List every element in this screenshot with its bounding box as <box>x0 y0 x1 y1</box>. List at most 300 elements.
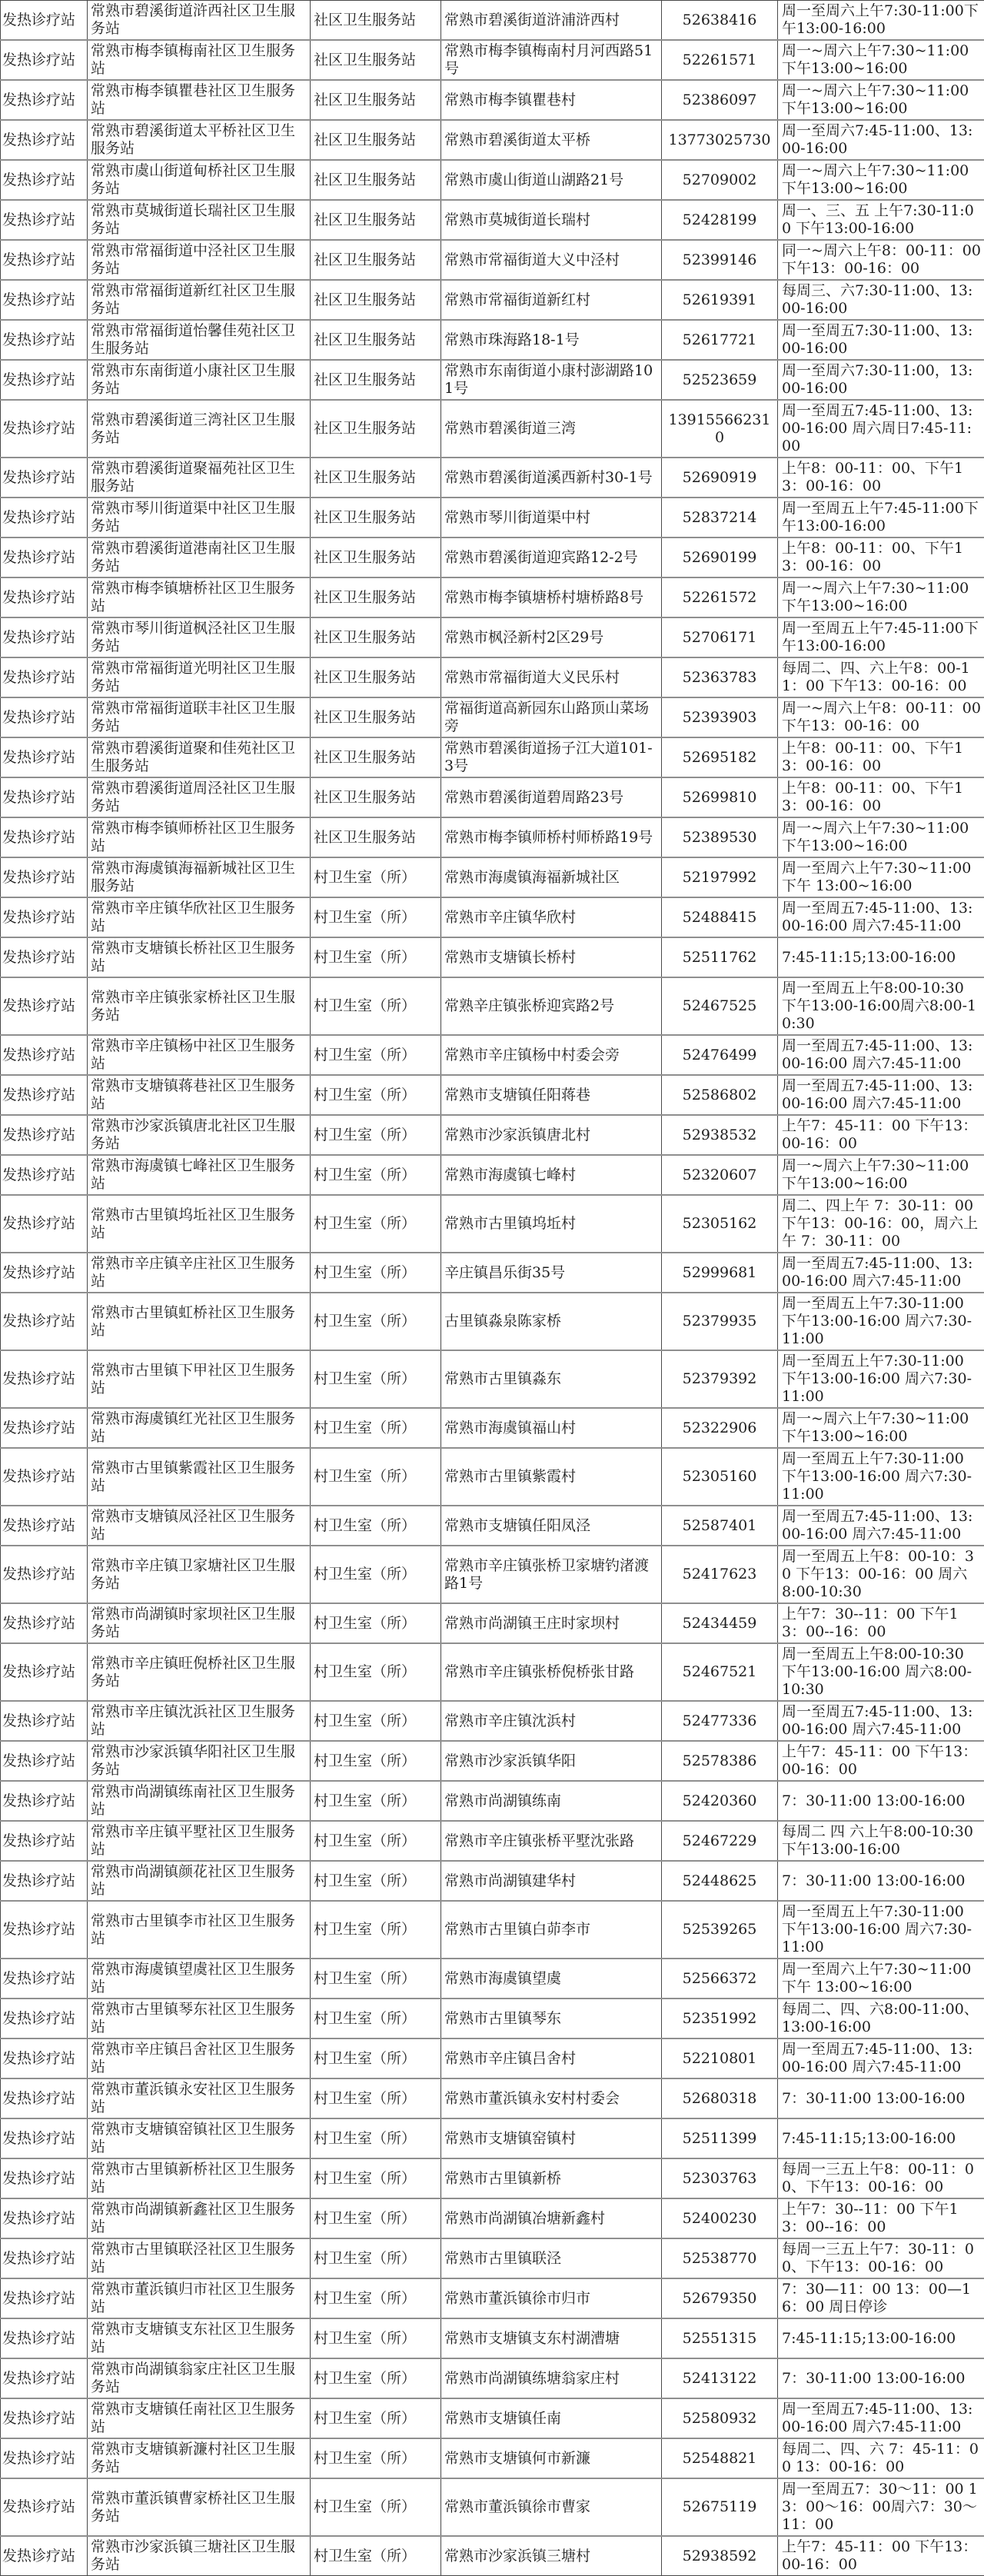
cell-category: 社区卫生服务站 <box>311 577 441 617</box>
cell-station-name: 常熟市海虞镇七峰社区卫生服务站 <box>88 1155 311 1195</box>
cell-address: 常熟市常福街道大义民乐村 <box>441 657 662 697</box>
cell-address: 常熟市支塘镇任阳凤泾 <box>441 1506 662 1546</box>
cell-category: 社区卫生服务站 <box>311 160 441 200</box>
cell-hours: 周一至周五上午8:00-10:30 下午13:00-16:00 周六8:00-10:30 <box>778 1643 984 1701</box>
table-row <box>1 40 984 80</box>
cell-category: 村卫生室（所） <box>311 1350 441 1408</box>
cell-address: 常熟市辛庄镇张桥平墅沈张路 <box>441 1821 662 1861</box>
cell-category: 村卫生室（所） <box>311 1448 441 1506</box>
cell-hours: 周一至周五7:45-11:00、13:00-16:00 周六周日7:45-11:00 <box>778 400 984 458</box>
cell-address: 常熟市碧溪街道浒浦浒西村 <box>441 1 662 41</box>
table-row <box>1 458 984 498</box>
table-row <box>1 1253 984 1293</box>
cell-station-type: 发热诊疗站 <box>1 1821 88 1861</box>
table-row <box>1 280 984 320</box>
table-row <box>1 1959 984 1999</box>
cell-station-type: 发热诊疗站 <box>1 1603 88 1643</box>
cell-station-type: 发热诊疗站 <box>1 777 88 817</box>
cell-phone: 52578386 <box>662 1741 778 1781</box>
table-row <box>1 1701 984 1741</box>
cell-hours: 每周二 四 六上午8:00-10:30 下午13:00-16:00 <box>778 1821 984 1861</box>
cell-phone: 52551315 <box>662 2318 778 2358</box>
cell-address: 常熟市沙家浜镇唐北村 <box>441 1115 662 1155</box>
cell-phone: 52566372 <box>662 1959 778 1999</box>
cell-station-type: 发热诊疗站 <box>1 1035 88 1075</box>
cell-address: 常熟市常福街道新红村 <box>441 280 662 320</box>
table-row <box>1 1506 984 1546</box>
cell-address: 常熟市董浜镇徐市归市 <box>441 2278 662 2318</box>
cell-station-name: 常熟市辛庄镇杨中社区卫生服务站 <box>88 1035 311 1075</box>
cell-address: 常熟市虞山街道山湖路21号 <box>441 160 662 200</box>
cell-phone: 52477336 <box>662 1701 778 1741</box>
cell-category: 村卫生室（所） <box>311 1035 441 1075</box>
cell-address: 常熟市支塘镇任南 <box>441 2398 662 2438</box>
cell-station-name: 常熟市辛庄镇张家桥社区卫生服务站 <box>88 977 311 1035</box>
table-row <box>1 2318 984 2358</box>
cell-hours: 上午8：00-11：00、下午13：00-16：00 <box>778 458 984 498</box>
cell-phone: 52400230 <box>662 2198 778 2238</box>
cell-category: 村卫生室（所） <box>311 2318 441 2358</box>
cell-hours: 周一~周六上午7:30~11:00 下午13:00~16:00 <box>778 1155 984 1195</box>
cell-category: 村卫生室（所） <box>311 857 441 897</box>
cell-address: 常熟市辛庄镇张桥倪桥张甘路 <box>441 1643 662 1701</box>
cell-address: 常熟市梅李镇师桥村师桥路19号 <box>441 817 662 857</box>
cell-phone: 52638416 <box>662 1 778 41</box>
cell-phone: 52695182 <box>662 737 778 777</box>
cell-category: 社区卫生服务站 <box>311 280 441 320</box>
table-row <box>1 2238 984 2278</box>
cell-hours: 周一至周五7:30-11:00、13:00-16:00 <box>778 320 984 360</box>
cell-station-type: 发热诊疗站 <box>1 1448 88 1506</box>
cell-phone: 52197992 <box>662 857 778 897</box>
cell-phone: 52420360 <box>662 1781 778 1821</box>
cell-hours: 上午8：00-11：00、下午13：00-16：00 <box>778 737 984 777</box>
cell-category: 村卫生室（所） <box>311 1701 441 1741</box>
cell-station-name: 常熟市古里镇琴东社区卫生服务站 <box>88 1999 311 2039</box>
cell-station-name: 常熟市支塘镇长桥社区卫生服务站 <box>88 937 311 977</box>
table-row <box>1 1861 984 1901</box>
cell-station-name: 常熟市东南街道小康社区卫生服务站 <box>88 360 311 400</box>
cell-address: 常熟辛庄镇张桥迎宾路2号 <box>441 977 662 1035</box>
cell-hours: 周一至周五7:45-11:00、13:00-16:00 周六7:45-11:00 <box>778 2039 984 2078</box>
cell-address: 常熟市古里镇紫霞村 <box>441 1448 662 1506</box>
cell-hours: 周一至周六上午7:30-11:00下午13:00-16:00 <box>778 1 984 41</box>
cell-phone: 52488415 <box>662 897 778 937</box>
table-row <box>1 657 984 697</box>
cell-phone: 52999681 <box>662 1253 778 1293</box>
cell-hours: 周一至周五7:45-11:00、13:00-16:00 周六7:45-11:00 <box>778 1701 984 1741</box>
cell-category: 村卫生室（所） <box>311 1959 441 1999</box>
cell-address: 常熟市古里镇淼东 <box>441 1350 662 1408</box>
cell-phone: 52476499 <box>662 1035 778 1075</box>
cell-category: 社区卫生服务站 <box>311 400 441 458</box>
cell-station-type: 发热诊疗站 <box>1 2039 88 2078</box>
cell-station-name: 常熟市支塘镇凤泾社区卫生服务站 <box>88 1506 311 1546</box>
cell-station-type: 发热诊疗站 <box>1 1350 88 1408</box>
table-row <box>1 240 984 280</box>
cell-hours: 周一至周五7:45-11:00、13:00-16:00 周六7:45-11:00 <box>778 2398 984 2438</box>
cell-phone: 52467229 <box>662 1821 778 1861</box>
cell-station-type: 发热诊疗站 <box>1 2078 88 2118</box>
cell-hours: 周一至周五上午7:45-11:00下午13:00-16:00 <box>778 498 984 537</box>
cell-station-type: 发热诊疗站 <box>1 2358 88 2398</box>
cell-station-name: 常熟市常福街道联丰社区卫生服务站 <box>88 697 311 737</box>
table-row <box>1 1448 984 1506</box>
cell-address: 常熟市沙家浜镇三塘村 <box>441 2536 662 2576</box>
cell-category: 村卫生室（所） <box>311 1821 441 1861</box>
cell-address: 常熟市尚湖镇冶塘新鑫村 <box>441 2198 662 2238</box>
cell-phone: 52511399 <box>662 2118 778 2158</box>
table-row <box>1 1603 984 1643</box>
cell-station-type: 发热诊疗站 <box>1 1293 88 1350</box>
cell-category: 村卫生室（所） <box>311 1408 441 1448</box>
cell-address: 常熟市东南街道小康村澎湖路101号 <box>441 360 662 400</box>
cell-station-type: 发热诊疗站 <box>1 857 88 897</box>
cell-hours: 每周一三五上午7：30-11：00、下午13：00-16：00 <box>778 2238 984 2278</box>
cell-station-type: 发热诊疗站 <box>1 817 88 857</box>
cell-phone: 52379935 <box>662 1293 778 1350</box>
cell-phone: 13773025730 <box>662 120 778 160</box>
cell-hours: 周一至周五上午7:45-11:00下午13:00-16:00 <box>778 617 984 657</box>
cell-category: 社区卫生服务站 <box>311 737 441 777</box>
cell-station-name: 常熟市古里镇联泾社区卫生服务站 <box>88 2238 311 2278</box>
cell-station-type: 发热诊疗站 <box>1 577 88 617</box>
cell-station-type: 发热诊疗站 <box>1 2158 88 2198</box>
cell-phone: 52690199 <box>662 537 778 577</box>
cell-phone: 52467525 <box>662 977 778 1035</box>
cell-station-name: 常熟市碧溪街道周泾社区卫生服务站 <box>88 777 311 817</box>
cell-address: 常熟市海虞镇海福新城社区 <box>441 857 662 897</box>
cell-station-name: 常熟市古里镇紫霞社区卫生服务站 <box>88 1448 311 1506</box>
cell-phone: 52389530 <box>662 817 778 857</box>
cell-category: 社区卫生服务站 <box>311 1 441 41</box>
cell-category: 村卫生室（所） <box>311 2238 441 2278</box>
table-row <box>1 2118 984 2158</box>
cell-station-name: 常熟市董浜镇归市社区卫生服务站 <box>88 2278 311 2318</box>
cell-hours: 每周一三五上午8：00-11：00、下午13：00-16：00 <box>778 2158 984 2198</box>
cell-address: 常熟市梅李镇瞿巷村 <box>441 80 662 120</box>
cell-address: 常熟市古里镇联泾 <box>441 2238 662 2278</box>
cell-category: 村卫生室（所） <box>311 2078 441 2118</box>
cell-station-type: 发热诊疗站 <box>1 200 88 240</box>
cell-hours: 周一至周五上午8：00-10：30 下午13：00-16：00 周六8:00-10:30 <box>778 1546 984 1603</box>
cell-category: 村卫生室（所） <box>311 1293 441 1350</box>
cell-hours: 上午8：00-11：00、下午13：00-16：00 <box>778 777 984 817</box>
cell-station-type: 发热诊疗站 <box>1 737 88 777</box>
cell-station-type: 发热诊疗站 <box>1 977 88 1035</box>
cell-station-name: 常熟市碧溪街道三湾社区卫生服务站 <box>88 400 311 458</box>
table-row <box>1 937 984 977</box>
cell-category: 村卫生室（所） <box>311 2398 441 2438</box>
cell-address: 常熟市古里镇白茆李市 <box>441 1901 662 1959</box>
cell-phone: 52938532 <box>662 1115 778 1155</box>
cell-hours: 7:45-11:15;13:00-16:00 <box>778 937 984 977</box>
cell-station-type: 发热诊疗站 <box>1 280 88 320</box>
cell-station-type: 发热诊疗站 <box>1 1506 88 1546</box>
cell-hours: 7：30-11:00 13:00-16:00 <box>778 1861 984 1901</box>
cell-address: 常熟市珠海路18-1号 <box>441 320 662 360</box>
cell-station-name: 常熟市常福街道新红社区卫生服务站 <box>88 280 311 320</box>
table-row <box>1 617 984 657</box>
cell-hours: 周一~周六上午7:30~11:00下午13:00~16:00 <box>778 160 984 200</box>
table-row <box>1 777 984 817</box>
cell-station-type: 发热诊疗站 <box>1 1781 88 1821</box>
cell-address: 古里镇淼泉陈家桥 <box>441 1293 662 1350</box>
cell-station-type: 发热诊疗站 <box>1 1643 88 1701</box>
cell-station-name: 常熟市琴川街道枫泾社区卫生服务站 <box>88 617 311 657</box>
cell-address: 常熟市支塘镇何市新濂 <box>441 2438 662 2478</box>
cell-address: 常熟市碧溪街道迎宾路12-2号 <box>441 537 662 577</box>
cell-station-name: 常熟市古里镇虹桥社区卫生服务站 <box>88 1293 311 1350</box>
cell-category: 村卫生室（所） <box>311 1195 441 1253</box>
cell-category: 村卫生室（所） <box>311 1861 441 1901</box>
cell-phone: 52709002 <box>662 160 778 200</box>
cell-phone: 52699810 <box>662 777 778 817</box>
table-row <box>1 2158 984 2198</box>
table-row <box>1 2438 984 2478</box>
table-row <box>1 1999 984 2039</box>
cell-station-type: 发热诊疗站 <box>1 1075 88 1115</box>
cell-category: 村卫生室（所） <box>311 2158 441 2198</box>
cell-category: 社区卫生服务站 <box>311 360 441 400</box>
cell-phone: 52417623 <box>662 1546 778 1603</box>
table-row <box>1 2358 984 2398</box>
table-row <box>1 1546 984 1603</box>
cell-category: 村卫生室（所） <box>311 1781 441 1821</box>
cell-phone: 52322906 <box>662 1408 778 1448</box>
cell-hours: 同一~周六上午8：00-11：00 下午13：00-16：00 <box>778 240 984 280</box>
cell-station-name: 常熟市常福街道怡馨佳苑社区卫生服务站 <box>88 320 311 360</box>
cell-category: 村卫生室（所） <box>311 897 441 937</box>
table-row <box>1 577 984 617</box>
table-row <box>1 1075 984 1115</box>
cell-phone: 52837214 <box>662 498 778 537</box>
cell-phone: 52586802 <box>662 1075 778 1115</box>
cell-station-type: 发热诊疗站 <box>1 120 88 160</box>
cell-station-type: 发热诊疗站 <box>1 537 88 577</box>
cell-phone: 52379392 <box>662 1350 778 1408</box>
cell-phone: 52580932 <box>662 2398 778 2438</box>
cell-category: 村卫生室（所） <box>311 1741 441 1781</box>
cell-address: 常熟市辛庄镇华欣村 <box>441 897 662 937</box>
cell-station-name: 常熟市支塘镇新濂村社区卫生服务站 <box>88 2438 311 2478</box>
cell-phone: 52617721 <box>662 320 778 360</box>
cell-hours: 每周二、四、六 7：45-11：00 13：00-16：00 <box>778 2438 984 2478</box>
cell-station-name: 常熟市常福街道光明社区卫生服务站 <box>88 657 311 697</box>
cell-category: 村卫生室（所） <box>311 2278 441 2318</box>
cell-hours: 周一~周六上午7:30~11:00 下午13:00~16:00 <box>778 40 984 80</box>
cell-station-type: 发热诊疗站 <box>1 2118 88 2158</box>
cell-category: 社区卫生服务站 <box>311 817 441 857</box>
cell-hours: 周一~周六上午7:30~11:00 下午13:00~16:00 <box>778 1408 984 1448</box>
table-row <box>1 2039 984 2078</box>
cell-address: 常熟市碧溪街道扬子江大道101-3号 <box>441 737 662 777</box>
cell-phone: 52303763 <box>662 2158 778 2198</box>
table-row <box>1 857 984 897</box>
cell-phone: 52548821 <box>662 2438 778 2478</box>
cell-station-name: 常熟市沙家浜镇华阳社区卫生服务站 <box>88 1741 311 1781</box>
table-row <box>1 1408 984 1448</box>
cell-phone: 52434459 <box>662 1603 778 1643</box>
cell-phone: 52706171 <box>662 617 778 657</box>
cell-station-name: 常熟市梅李镇师桥社区卫生服务站 <box>88 817 311 857</box>
cell-phone: 52587401 <box>662 1506 778 1546</box>
cell-hours: 周一至周五上午7:30-11:00 下午13:00-16:00 周六7:30-11:00 <box>778 1293 984 1350</box>
cell-station-name: 常熟市辛庄镇旺倪桥社区卫生服务站 <box>88 1643 311 1701</box>
table-row <box>1 1115 984 1155</box>
cell-phone: 52679350 <box>662 2278 778 2318</box>
cell-station-name: 常熟市海虞镇海福新城社区卫生服务站 <box>88 857 311 897</box>
cell-hours: 7:45-11:15;13:00-16:00 <box>778 2118 984 2158</box>
cell-hours: 7：30-11:00 13:00-16:00 <box>778 2358 984 2398</box>
cell-address: 常熟市碧溪街道碧周路23号 <box>441 777 662 817</box>
cell-category: 村卫生室（所） <box>311 1253 441 1293</box>
cell-address: 常熟市支塘镇长桥村 <box>441 937 662 977</box>
cell-category: 村卫生室（所） <box>311 937 441 977</box>
table-row <box>1 200 984 240</box>
cell-phone: 52413122 <box>662 2358 778 2398</box>
cell-address: 常熟市尚湖镇练南 <box>441 1781 662 1821</box>
cell-category: 社区卫生服务站 <box>311 777 441 817</box>
cell-station-name: 常熟市碧溪街道港南社区卫生服务站 <box>88 537 311 577</box>
cell-hours: 7：30-11:00 13:00-16:00 <box>778 1781 984 1821</box>
cell-hours: 周一至周六上午7:30~11:00 下午 13:00~16:00 <box>778 857 984 897</box>
cell-address: 常熟市支塘镇任阳蒋巷 <box>441 1075 662 1115</box>
cell-phone: 52538770 <box>662 2238 778 2278</box>
cell-hours: 7：30—11：00 13：00—16：00 周日停诊 <box>778 2278 984 2318</box>
cell-station-type: 发热诊疗站 <box>1 2238 88 2278</box>
cell-phone: 52448625 <box>662 1861 778 1901</box>
cell-category: 村卫生室（所） <box>311 1155 441 1195</box>
cell-phone: 52511762 <box>662 937 778 977</box>
cell-phone: 52393903 <box>662 697 778 737</box>
cell-category: 村卫生室（所） <box>311 1075 441 1115</box>
cell-station-type: 发热诊疗站 <box>1 1741 88 1781</box>
cell-station-name: 常熟市辛庄镇辛庄社区卫生服务站 <box>88 1253 311 1293</box>
cell-station-type: 发热诊疗站 <box>1 697 88 737</box>
cell-station-type: 发热诊疗站 <box>1 617 88 657</box>
cell-hours: 周一至周六上午7:30~11:00 下午 13:00~16:00 <box>778 1959 984 1999</box>
cell-station-name: 常熟市辛庄镇卫家塘社区卫生服务站 <box>88 1546 311 1603</box>
cell-category: 社区卫生服务站 <box>311 40 441 80</box>
cell-address: 常熟市辛庄镇张桥卫家塘钓渚渡路1号 <box>441 1546 662 1603</box>
table-body <box>1 1 984 2576</box>
cell-address: 常熟市古里镇新桥 <box>441 2158 662 2198</box>
cell-phone: 52938592 <box>662 2536 778 2576</box>
table-row <box>1 400 984 458</box>
cell-station-type: 发热诊疗站 <box>1 2478 88 2536</box>
cell-station-name: 常熟市莫城街道长瑞社区卫生服务站 <box>88 200 311 240</box>
table-row <box>1 120 984 160</box>
cell-station-type: 发热诊疗站 <box>1 2318 88 2358</box>
cell-category: 村卫生室（所） <box>311 2438 441 2478</box>
cell-station-name: 常熟市董浜镇永安社区卫生服务站 <box>88 2078 311 2118</box>
cell-hours: 上午7：45-11：00 下午13：00-16：00 <box>778 2536 984 2576</box>
cell-phone: 139155662310 <box>662 400 778 458</box>
cell-address: 常熟市支塘镇窑镇村 <box>441 2118 662 2158</box>
cell-station-name: 常熟市梅李镇瞿巷社区卫生服务站 <box>88 80 311 120</box>
cell-station-name: 常熟市支塘镇窑镇社区卫生服务站 <box>88 2118 311 2158</box>
cell-address: 常熟市碧溪街道三湾 <box>441 400 662 458</box>
table-row <box>1 2198 984 2238</box>
cell-station-name: 常熟市支塘镇蒋巷社区卫生服务站 <box>88 1075 311 1115</box>
cell-address: 常熟市海虞镇福山村 <box>441 1408 662 1448</box>
cell-station-name: 常熟市辛庄镇沈浜社区卫生服务站 <box>88 1701 311 1741</box>
cell-hours: 上午7：45-11：00 下午13：00-16：00 <box>778 1115 984 1155</box>
table-row <box>1 1195 984 1253</box>
cell-category: 村卫生室（所） <box>311 2039 441 2078</box>
cell-station-type: 发热诊疗站 <box>1 360 88 400</box>
cell-phone: 52351992 <box>662 1999 778 2039</box>
cell-station-type: 发热诊疗站 <box>1 1155 88 1195</box>
cell-station-name: 常熟市古里镇下甲社区卫生服务站 <box>88 1350 311 1408</box>
cell-station-type: 发热诊疗站 <box>1 458 88 498</box>
cell-station-type: 发热诊疗站 <box>1 2198 88 2238</box>
table-row <box>1 1821 984 1861</box>
table-row <box>1 1155 984 1195</box>
cell-category: 村卫生室（所） <box>311 2118 441 2158</box>
cell-station-name: 常熟市辛庄镇华欣社区卫生服务站 <box>88 897 311 937</box>
cell-category: 社区卫生服务站 <box>311 120 441 160</box>
cell-address: 常熟市梅李镇梅南村月河西路51号 <box>441 40 662 80</box>
cell-category: 村卫生室（所） <box>311 1603 441 1643</box>
cell-address: 常熟市碧溪街道太平桥 <box>441 120 662 160</box>
cell-hours: 每周三、六7:30-11:00、13:00-16:00 <box>778 280 984 320</box>
cell-station-type: 发热诊疗站 <box>1 1253 88 1293</box>
cell-category: 社区卫生服务站 <box>311 80 441 120</box>
cell-address: 常熟市莫城街道长瑞村 <box>441 200 662 240</box>
cell-station-name: 常熟市尚湖镇练南社区卫生服务站 <box>88 1781 311 1821</box>
cell-category: 村卫生室（所） <box>311 977 441 1035</box>
cell-hours: 周一至周五上午8:00-10:30 下午13:00-16:00周六8:00-10:30 <box>778 977 984 1035</box>
cell-category: 村卫生室（所） <box>311 2358 441 2398</box>
cell-station-type: 发热诊疗站 <box>1 1901 88 1959</box>
cell-address: 常熟市碧溪街道溪西新村30-1号 <box>441 458 662 498</box>
cell-address: 常熟市尚湖镇练塘翁家庄村 <box>441 2358 662 2398</box>
cell-category: 村卫生室（所） <box>311 1115 441 1155</box>
cell-phone: 52363783 <box>662 657 778 697</box>
cell-phone: 52305162 <box>662 1195 778 1253</box>
table-row <box>1 1741 984 1781</box>
cell-phone: 52539265 <box>662 1901 778 1959</box>
cell-category: 村卫生室（所） <box>311 1506 441 1546</box>
cell-station-type: 发热诊疗站 <box>1 2536 88 2576</box>
cell-address: 常熟市辛庄镇沈浜村 <box>441 1701 662 1741</box>
cell-station-type: 发热诊疗站 <box>1 1701 88 1741</box>
cell-station-name: 常熟市尚湖镇颜花社区卫生服务站 <box>88 1861 311 1901</box>
cell-address: 常熟市沙家浜镇华阳 <box>441 1741 662 1781</box>
cell-station-name: 常熟市尚湖镇时家坝社区卫生服务站 <box>88 1603 311 1643</box>
cell-hours: 上午7：45-11：00 下午13：00-16：00 <box>778 1741 984 1781</box>
table-row <box>1 2478 984 2536</box>
cell-station-name: 常熟市虞山街道甸桥社区卫生服务站 <box>88 160 311 200</box>
cell-station-name: 常熟市梅李镇塘桥社区卫生服务站 <box>88 577 311 617</box>
cell-hours: 周一至周五上午7:30-11:00 下午13:00-16:00 周六7:30-11:00 <box>778 1901 984 1959</box>
cell-address: 常熟市支塘镇支东村湖漕塘 <box>441 2318 662 2358</box>
cell-hours: 每周二、四、六8:00-11:00、13:00-16:00 <box>778 1999 984 2039</box>
table-row <box>1 537 984 577</box>
cell-phone: 52399146 <box>662 240 778 280</box>
cell-station-name: 常熟市董浜镇曹家桥社区卫生服务站 <box>88 2478 311 2536</box>
cell-phone: 52210801 <box>662 2039 778 2078</box>
cell-station-type: 发热诊疗站 <box>1 240 88 280</box>
table-row <box>1 1035 984 1075</box>
cell-hours: 周一~周六上午7:30~11:00 下午13:00~16:00 <box>778 817 984 857</box>
cell-phone: 52523659 <box>662 360 778 400</box>
cell-phone: 52305160 <box>662 1448 778 1506</box>
cell-category: 社区卫生服务站 <box>311 320 441 360</box>
cell-hours: 周一、三、五 上午7:30-11:00 下午13:00-16:00 <box>778 200 984 240</box>
